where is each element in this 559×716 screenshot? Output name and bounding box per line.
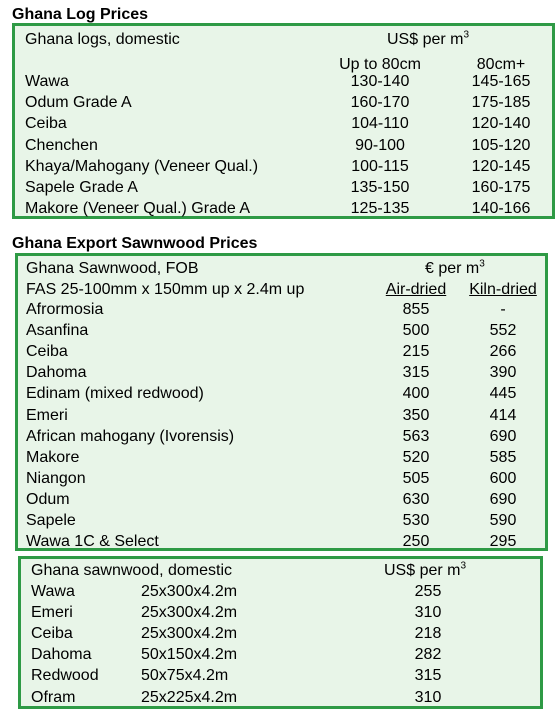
domestic-row-size: 50x150x4.2m	[141, 646, 238, 664]
domestic-row-price: 282	[414, 646, 442, 664]
export-row-price-air-dried: 520	[402, 448, 430, 466]
export-row-price-air-dried: 250	[402, 533, 430, 551]
log-row-price-up-to-80: 104-110	[351, 115, 409, 133]
export-row-species: Afrormosia	[26, 301, 104, 318]
log-row-species: Ceiba	[25, 115, 67, 133]
log-row-price-up-to-80: 90-100	[355, 136, 405, 154]
domestic-table-label: Ghana sawnwood, domestic	[31, 562, 232, 579]
log-row-price-80-plus: 105-120	[471, 136, 531, 154]
log-row-species: Wawa	[25, 73, 69, 90]
export-row-price-air-dried: 530	[402, 512, 430, 529]
export-row-price-kiln-dried: -	[500, 301, 506, 318]
domestic-row-species: Ceiba	[31, 625, 73, 643]
log-prices-table	[12, 23, 555, 219]
export-row-species: Asanfina	[26, 322, 89, 340]
domestic-row-price: 315	[414, 667, 442, 685]
export-row-species: Niangon	[26, 469, 86, 487]
domestic-row-size: 25x300x4.2m	[141, 604, 238, 622]
export-row-price-kiln-dried: 690	[489, 427, 517, 445]
export-row-species: Dahoma	[26, 364, 87, 382]
log-table-label: Ghana logs, domestic	[25, 31, 180, 48]
export-unit-header: € per $m^3$	[425, 258, 485, 277]
export-row-price-kiln-dried: 585	[489, 448, 517, 466]
export-row-price-kiln-dried: 590	[489, 512, 517, 529]
export-row-species: Wawa 1C & Select	[26, 533, 159, 551]
export-table-label: Ghana Sawnwood, FOB	[26, 260, 199, 277]
export-row-price-air-dried: 400	[402, 385, 430, 403]
export-row-species: Edinam (mixed redwood)	[26, 385, 204, 403]
export-row-species: Sapele	[26, 512, 76, 529]
log-row-species: Odum Grade A	[25, 94, 132, 112]
export-row-price-air-dried: 350	[402, 406, 430, 424]
export-row-price-air-dried: 855	[402, 301, 430, 318]
log-row-price-up-to-80: 125-135	[350, 200, 410, 218]
log-row-price-80-plus: 175-185	[471, 94, 531, 112]
domestic-row-species: Ofram	[31, 688, 76, 706]
domestic-sawnwood-table	[18, 556, 543, 709]
domestic-unit-header: US$ per $m^3$	[384, 560, 467, 579]
export-row-price-kiln-dried: 552	[489, 322, 517, 340]
log-row-species: Makore (Veneer Qual.) Grade A	[25, 200, 250, 218]
export-col-header-kiln-dried: Kiln-dried	[469, 281, 537, 298]
export-row-price-air-dried: 505	[402, 469, 430, 487]
log-prices-title: Ghana Log Prices	[12, 6, 149, 23]
export-row-price-kiln-dried: 266	[489, 343, 517, 361]
export-row-price-air-dried: 563	[402, 427, 430, 445]
export-row-species: Emeri	[26, 406, 68, 424]
export-row-price-kiln-dried: 690	[489, 490, 517, 508]
export-spec: FAS 25-100mm x 150mm up x 2.4m up	[26, 281, 305, 298]
export-col-header-air-dried: Air-dried	[385, 281, 447, 298]
export-row-price-kiln-dried: 295	[489, 533, 517, 551]
export-row-species: Odum	[26, 490, 70, 508]
log-row-price-80-plus: 145-165	[471, 73, 531, 90]
export-prices-title: Ghana Export Sawnwood Prices	[12, 235, 258, 252]
log-row-price-up-to-80: 100-115	[351, 157, 409, 175]
export-prices-table	[15, 253, 548, 551]
log-row-price-80-plus: 120-145	[471, 157, 531, 175]
export-row-price-air-dried: 315	[402, 364, 430, 382]
domestic-row-price: 218	[414, 625, 442, 643]
domestic-row-size: 50x75x4.2m	[141, 667, 229, 685]
log-row-price-up-to-80: 135-150	[350, 179, 410, 196]
export-row-price-kiln-dried: 445	[489, 385, 517, 403]
export-row-price-kiln-dried: 600	[489, 469, 517, 487]
domestic-row-price: 310	[414, 688, 442, 706]
export-row-species: Makore	[26, 448, 80, 466]
export-row-species: Ceiba	[26, 343, 68, 361]
log-unit-header: US$ per $m^3$	[387, 29, 470, 48]
log-row-price-80-plus: 160-175	[471, 179, 531, 196]
log-row-price-80-plus: 120-140	[471, 115, 531, 133]
domestic-row-species: Emeri	[31, 604, 73, 622]
log-row-species: Chenchen	[25, 136, 98, 154]
log-row-price-up-to-80: 130-140	[350, 73, 410, 90]
domestic-row-species: Wawa	[31, 583, 75, 600]
export-row-price-air-dried: 215	[402, 343, 430, 361]
log-row-price-80-plus: 140-166	[471, 200, 531, 218]
domestic-row-size: 25x225x4.2m	[141, 688, 238, 706]
domestic-row-price: 310	[414, 604, 442, 622]
export-row-price-air-dried: 500	[402, 322, 430, 340]
log-row-species: Sapele Grade A	[25, 179, 138, 196]
domestic-row-species: Dahoma	[31, 646, 92, 664]
log-row-price-up-to-80: 160-170	[350, 94, 410, 112]
domestic-row-species: Redwood	[31, 667, 99, 685]
export-row-price-kiln-dried: 414	[489, 406, 517, 424]
log-row-species: Khaya/Mahogany (Veneer Qual.)	[25, 157, 259, 175]
domestic-row-size: 25x300x4.2m	[141, 583, 238, 600]
export-row-species: African mahogany (Ivorensis)	[26, 427, 235, 445]
domestic-row-price: 255	[414, 583, 442, 600]
export-row-price-kiln-dried: 390	[489, 364, 517, 382]
log-col-header-up-to-80: Up to 80cm	[339, 56, 421, 73]
domestic-row-size: 25x300x4.2m	[141, 625, 238, 643]
log-col-header-80-plus: 80cm+	[476, 56, 526, 73]
export-row-price-air-dried: 630	[402, 490, 430, 508]
